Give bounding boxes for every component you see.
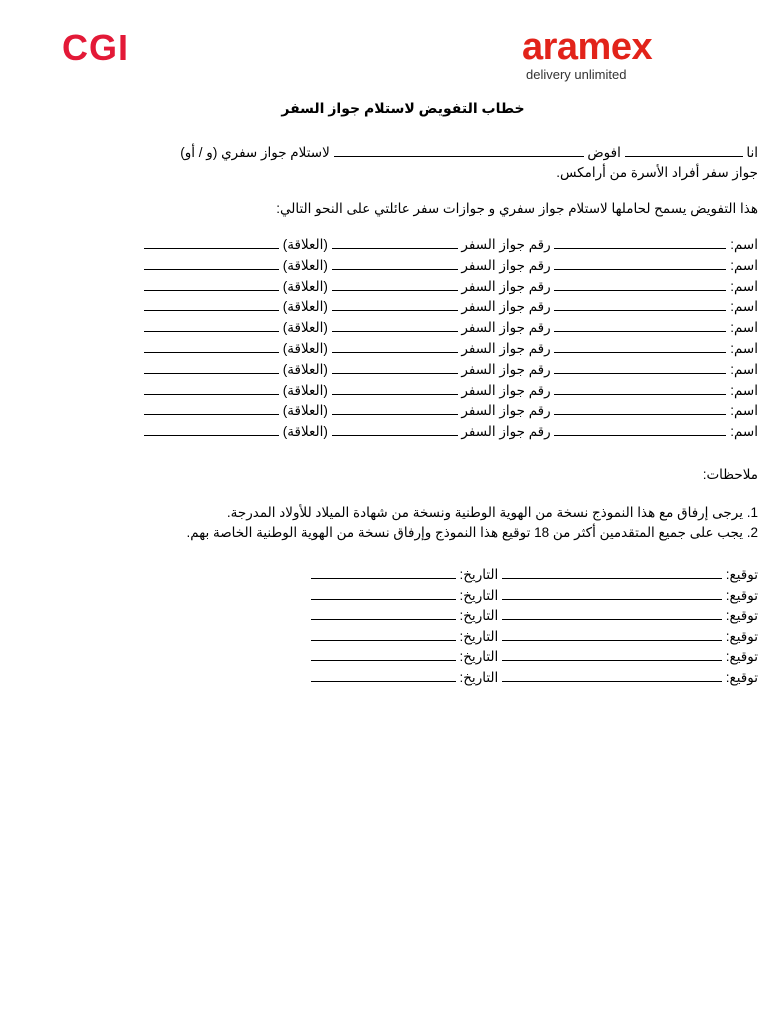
relation-field[interactable] [144, 423, 279, 436]
name-label: اسم: [730, 361, 758, 377]
relation-label: (العلاقة) [282, 257, 328, 273]
family-member-row [48, 318, 758, 339]
passport-label: رقم جواز السفر [461, 257, 551, 273]
name-field[interactable] [554, 319, 726, 332]
relation-label: (العلاقة) [282, 340, 328, 356]
intro-line-2: جواز سفر أفراد الأسرة من أرامكس. [556, 165, 758, 180]
relation-label: (العلاقة) [282, 278, 328, 294]
passport-number-field[interactable] [332, 257, 458, 270]
passport-number-field[interactable] [332, 402, 458, 415]
name-label: اسم: [730, 320, 758, 336]
signature-row [48, 565, 758, 586]
relation-field[interactable] [144, 382, 279, 395]
intro-receive: لاستلام جواز سفري (و / أو) [180, 145, 330, 160]
name-label: اسم: [730, 403, 758, 419]
signature-label: توقيع: [725, 649, 758, 665]
relation-label: (العلاقة) [282, 361, 328, 377]
date-label: التاريخ: [459, 669, 499, 685]
date-field[interactable] [311, 669, 456, 682]
notes-list [48, 503, 758, 543]
date-field[interactable] [311, 587, 456, 600]
name-field[interactable] [554, 278, 726, 291]
aramex-logo [522, 28, 702, 82]
notes-title: ملاحظات: [702, 466, 758, 482]
name-field[interactable] [554, 257, 726, 270]
passport-number-field[interactable] [332, 340, 458, 353]
passport-label: رقم جواز السفر [461, 403, 551, 419]
signature-field[interactable] [502, 669, 722, 682]
passport-label: رقم جواز السفر [461, 299, 551, 315]
signature-row [48, 668, 758, 689]
relation-field[interactable] [144, 278, 279, 291]
signature-field[interactable] [502, 587, 722, 600]
cgi-logo: CGI [62, 27, 130, 68]
name-field[interactable] [554, 298, 726, 311]
passport-number-field[interactable] [332, 298, 458, 311]
passport-label: رقم جواز السفر [461, 278, 551, 294]
family-member-row [48, 235, 758, 256]
passport-number-field[interactable] [332, 278, 458, 291]
name-field[interactable] [554, 361, 726, 374]
passport-number-field[interactable] [332, 319, 458, 332]
passport-label: رقم جواز السفر [461, 382, 551, 398]
name-field[interactable] [554, 340, 726, 353]
relation-field[interactable] [144, 361, 279, 374]
signature-label: توقيع: [725, 608, 758, 624]
relation-field[interactable] [144, 402, 279, 415]
relation-label: (العلاقة) [282, 237, 328, 252]
family-member-row [48, 297, 758, 318]
name-label: اسم: [730, 257, 758, 273]
relation-field[interactable] [144, 319, 279, 332]
date-field[interactable] [311, 566, 456, 579]
authorization-text: هذا التفويض يسمح لحاملها لاستلام جواز سفري و جوازات سفر عائلتي على النحو التالي: [276, 201, 758, 216]
date-label: التاريخ: [459, 628, 499, 644]
name-label: اسم: [730, 424, 758, 440]
name-label: اسم: [730, 299, 758, 315]
name-field[interactable] [554, 402, 726, 415]
passport-label: رقم جواز السفر [461, 320, 551, 336]
note-item: 2. يجب على جميع المتقدمين أكثر من 18 توقيع هذا النموذج وإرفاق نسخة من الهوية الوطنية الخاصة بهم. [186, 524, 758, 540]
relation-label: (العلاقة) [282, 382, 328, 398]
passport-number-field[interactable] [332, 236, 458, 249]
signature-row [48, 606, 758, 627]
name-field[interactable] [554, 423, 726, 436]
name-label: اسم: [730, 237, 758, 252]
passport-label: رقم جواز السفر [461, 424, 551, 440]
aramex-tagline: delivery unlimited [526, 67, 627, 82]
date-field[interactable] [311, 648, 456, 661]
signature-field[interactable] [502, 628, 722, 641]
name-field[interactable] [554, 382, 726, 395]
signature-label: توقيع: [725, 669, 758, 685]
date-label: التاريخ: [459, 587, 499, 603]
date-label: التاريخ: [459, 608, 499, 624]
relation-label: (العلاقة) [282, 299, 328, 315]
name-label: اسم: [730, 278, 758, 294]
relation-field[interactable] [144, 298, 279, 311]
signature-label: توقيع: [725, 566, 758, 582]
date-field[interactable] [311, 628, 456, 641]
passport-label: رقم جواز السفر [461, 340, 551, 356]
relation-label: (العلاقة) [282, 424, 328, 440]
family-member-row [48, 277, 758, 298]
relation-label: (العلاقة) [282, 403, 328, 419]
passport-label: رقم جواز السفر [461, 237, 551, 252]
signature-row [48, 647, 758, 668]
family-member-row [48, 401, 758, 422]
relation-field[interactable] [144, 257, 279, 270]
aramex-wordmark: aramex [522, 26, 653, 68]
intro-line-1 [48, 143, 758, 163]
intro-ana: انا [746, 145, 758, 160]
relation-label: (العلاقة) [282, 320, 328, 336]
relation-field[interactable] [144, 340, 279, 353]
date-label: التاريخ: [459, 566, 499, 582]
signature-field[interactable] [502, 566, 722, 579]
note-item: 1. يرجى إرفاق مع هذا النموذج نسخة من الهوية الوطنية ونسخة من شهادة الميلاد للأولاد المدرجة. [226, 504, 758, 520]
family-members-list [48, 235, 758, 443]
signature-label: توقيع: [725, 587, 758, 603]
name-label: اسم: [730, 382, 758, 398]
letter-title: خطاب التفويض لاستلام جواز السفر [281, 100, 525, 116]
passport-label: رقم جواز السفر [461, 361, 551, 377]
family-member-row [48, 422, 758, 443]
signature-field[interactable] [502, 607, 722, 620]
date-field[interactable] [311, 607, 456, 620]
signature-row [48, 586, 758, 607]
name-label: اسم: [730, 340, 758, 356]
passport-number-field[interactable] [332, 423, 458, 436]
passport-number-field[interactable] [332, 382, 458, 395]
family-member-row [48, 339, 758, 360]
date-label: التاريخ: [459, 649, 499, 665]
grantor-name-field[interactable] [625, 144, 743, 157]
authorization-letter [48, 100, 758, 689]
authorized-person-field[interactable] [334, 144, 584, 157]
signature-row [48, 627, 758, 648]
passport-number-field[interactable] [332, 361, 458, 374]
intro-afawwid: افوض [587, 145, 621, 160]
signature-field[interactable] [502, 648, 722, 661]
relation-field[interactable] [144, 236, 279, 249]
family-member-row [48, 381, 758, 402]
family-member-row [48, 360, 758, 381]
signatures-list [48, 565, 758, 689]
name-field[interactable] [554, 236, 726, 249]
signature-label: توقيع: [725, 628, 758, 644]
family-member-row [48, 256, 758, 277]
